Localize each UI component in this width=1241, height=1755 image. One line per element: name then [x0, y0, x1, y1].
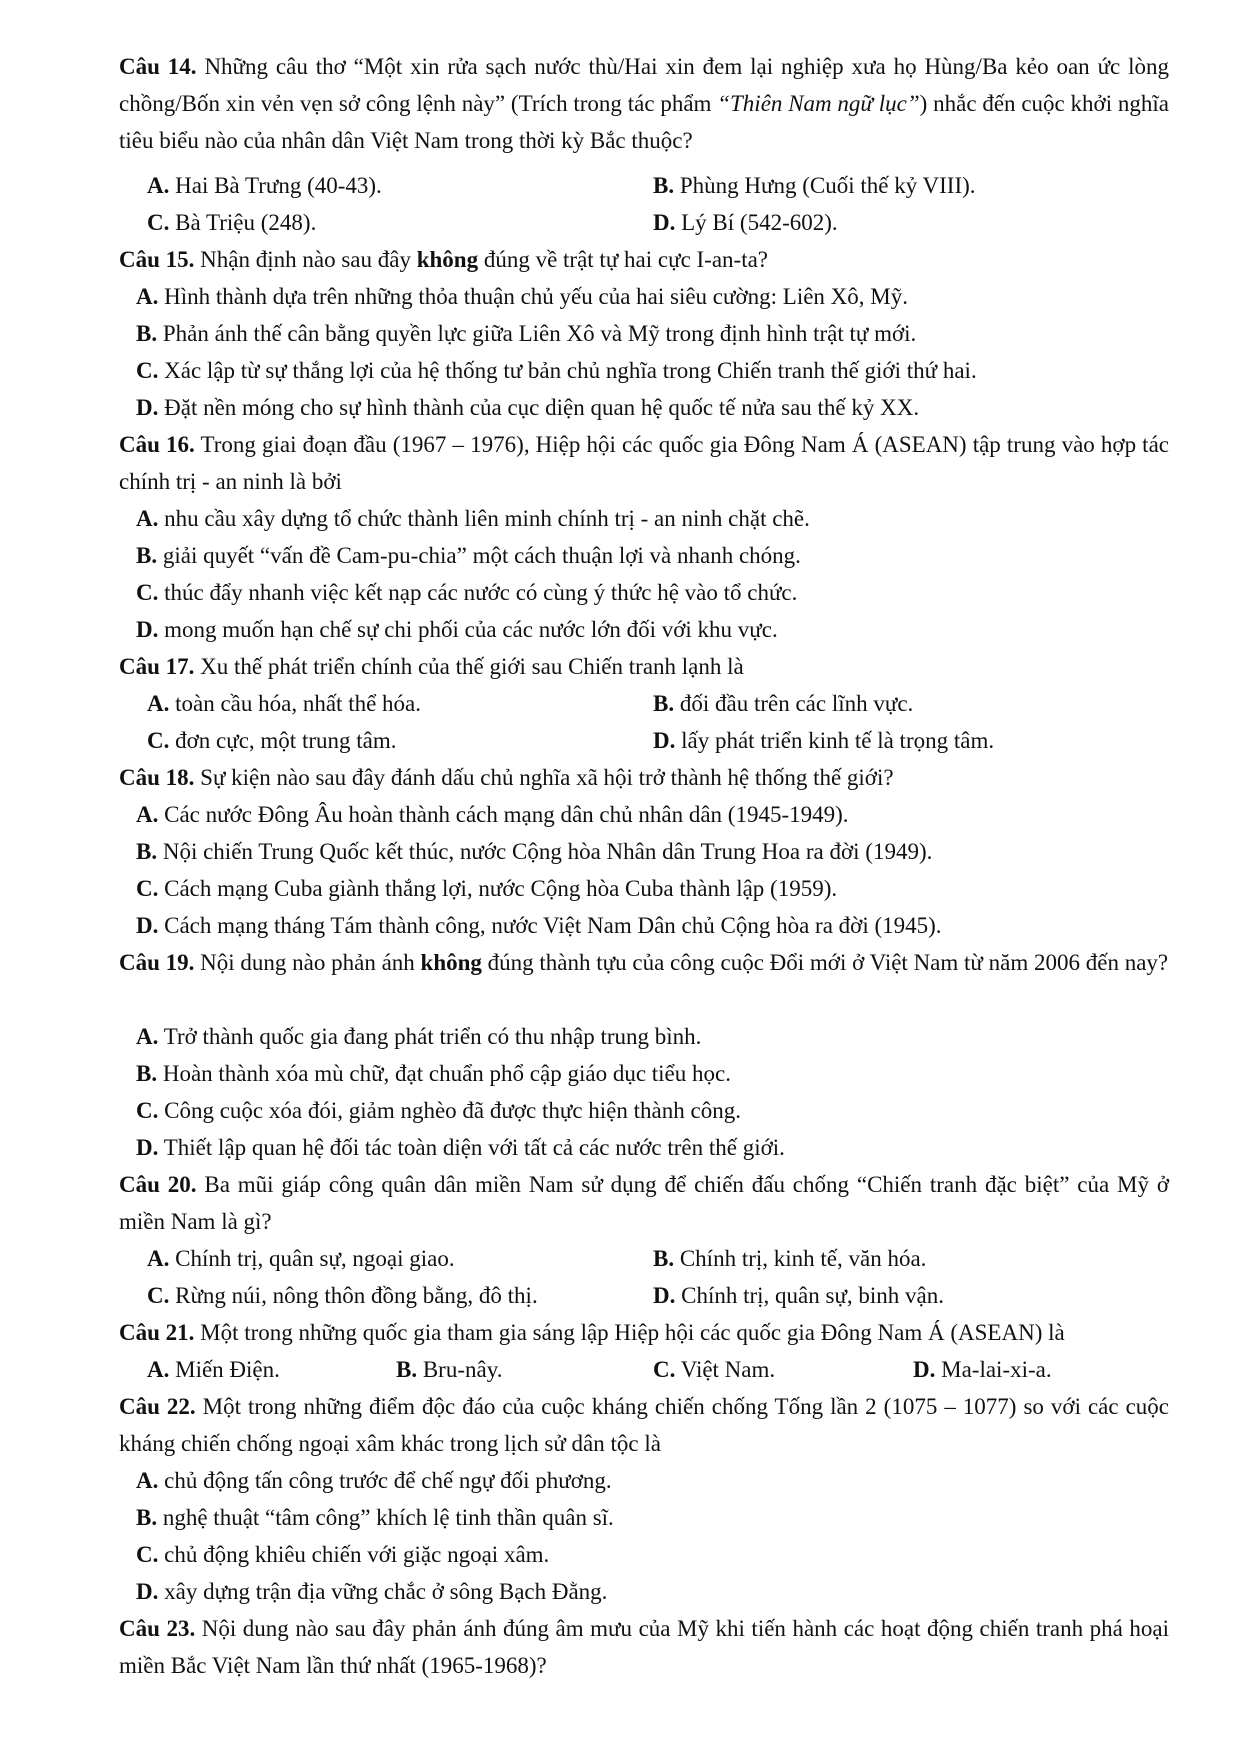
question-label: Câu 17.: [119, 654, 195, 679]
question-label: Câu 22.: [119, 1394, 196, 1419]
question-18-option-c: C. Cách mạng Cuba giành thắng lợi, nước Cộng hòa Cuba thành lập (1959).: [136, 876, 838, 901]
question-14-option-d: D. Lý Bí (542-602).: [653, 210, 838, 235]
question-22-option-c: C. chủ động khiêu chiến với giặc ngoại xâm.: [136, 1542, 550, 1567]
question-15-option-a: A. Hình thành dựa trên những thỏa thuận chủ yếu của hai siêu cường: Liên Xô, Mỹ.: [136, 284, 908, 309]
question-21-option-d: D. Ma-lai-xi-a.: [913, 1357, 1052, 1382]
question-20-option-c: C. Rừng núi, nông thôn đồng bằng, đô thị.: [147, 1283, 538, 1308]
question-23-stem: Câu 23. Nội dung nào sau đây phản ánh đúng âm mưu của Mỹ khi tiến hành các hoạt động chiến tranh phá hoại miền Bắc Việt Nam lần thứ nhất (1965-1968)?: [119, 1616, 1170, 1678]
question-19-option-c: C. Công cuộc xóa đói, giảm nghèo đã được thực hiện thành công.: [136, 1098, 741, 1123]
question-18-option-d: D. Cách mạng tháng Tám thành công, nước Việt Nam Dân chủ Cộng hòa ra đời (1945).: [136, 913, 942, 938]
question-18-stem: Câu 18. Sự kiện nào sau đây đánh dấu chủ nghĩa xã hội trở thành hệ thống thế giới?: [119, 765, 894, 790]
question-21-option-c: C. Việt Nam.: [653, 1357, 776, 1382]
question-15-option-c: C. Xác lập từ sự thắng lợi của hệ thống tư bản chủ nghĩa trong Chiến tranh thế giới thứ hai.: [136, 358, 977, 383]
question-label: Câu 16.: [119, 432, 195, 457]
question-21-option-a: A. Miến Điện.: [147, 1357, 280, 1382]
question-16-option-d: D. mong muốn hạn chế sự chi phối của các nước lớn đối với khu vực.: [136, 617, 778, 642]
question-18-option-b: B. Nội chiến Trung Quốc kết thúc, nước Cộng hòa Nhân dân Trung Hoa ra đời (1949).: [136, 839, 933, 864]
question-22-option-b: B. nghệ thuật “tâm công” khích lệ tinh thần quân sĩ.: [136, 1505, 614, 1530]
question-22-option-d: D. xây dựng trận địa vững chắc ở sông Bạch Đằng.: [136, 1579, 608, 1604]
question-17-option-d: D. lấy phát triển kinh tế là trọng tâm.: [653, 728, 995, 753]
work-title: “Thiên Nam ngữ lục”: [717, 91, 920, 116]
question-label: Câu 19.: [119, 950, 195, 975]
question-21-option-b: B. Bru-nây.: [396, 1357, 503, 1382]
question-17-option-b: B. đối đầu trên các lĩnh vực.: [653, 691, 914, 716]
question-22-stem: Câu 22. Một trong những điểm độc đáo của cuộc kháng chiến chống Tống lần 2 (1075 – 1077) so với các cuộc kháng chiến chống ngoại xâm khác trong lịch sử dân tộc là: [119, 1394, 1170, 1456]
question-19-option-b: B. Hoàn thành xóa mù chữ, đạt chuẩn phổ cập giáo dục tiểu học.: [136, 1061, 731, 1086]
question-16-option-c: C. thúc đẩy nhanh việc kết nạp các nước có cùng ý thức hệ vào tổ chức.: [136, 580, 798, 605]
question-20-option-b: B. Chính trị, kinh tế, văn hóa.: [653, 1246, 927, 1271]
question-20-option-d: D. Chính trị, quân sự, binh vận.: [653, 1283, 945, 1308]
question-21-stem: Câu 21. Một trong những quốc gia tham gia sáng lập Hiệp hội các quốc gia Đông Nam Á (ASEAN) là: [119, 1320, 1065, 1345]
question-14-stem: Câu 14. Những câu thơ “Một xin rửa sạch nước thù/Hai xin đem lại nghiệp xưa họ Hùng/Ba kẻo oan ức lòng chồng/Bốn xin vẻn vẹn sở công lệnh này” (Trích trong tác phẩm “Thiên Nam ngữ lục”) nhắc đến cuộc khởi nghĩa tiêu biểu nào của nhân dân Việt Nam trong thời kỳ Bắc thuộc?: [119, 54, 1170, 153]
question-15-stem: Câu 15. Nhận định nào sau đây không đúng về trật tự hai cực I-an-ta?: [119, 247, 769, 272]
question-19-stem: Câu 19. Nội dung nào phản ánh không đúng thành tựu của công cuộc Đổi mới ở Việt Nam từ năm 2006 đến nay?: [119, 950, 1169, 975]
question-label: Câu 21.: [119, 1320, 195, 1345]
question-20-option-a: A. Chính trị, quân sự, ngoại giao.: [147, 1246, 455, 1271]
question-19-option-d: D. Thiết lập quan hệ đối tác toàn diện với tất cả các nước trên thế giới.: [136, 1135, 785, 1160]
question-15-option-b: B. Phản ánh thế cân bằng quyền lực giữa Liên Xô và Mỹ trong định hình trật tự mới.: [136, 321, 917, 346]
question-label: Câu 15.: [119, 247, 195, 272]
question-label: Câu 20.: [119, 1172, 197, 1197]
question-14-option-b: B. Phùng Hưng (Cuối thế kỷ VIII).: [653, 173, 976, 198]
question-15-option-d: D. Đặt nền móng cho sự hình thành của cục diện quan hệ quốc tế nửa sau thế kỷ XX.: [136, 395, 920, 420]
question-14-option-c: C. Bà Triệu (248).: [147, 210, 317, 235]
question-16-option-a: A. nhu cầu xây dựng tổ chức thành liên minh chính trị - an ninh chặt chẽ.: [136, 506, 810, 531]
question-22-option-a: A. chủ động tấn công trước để chế ngự đối phương.: [136, 1468, 612, 1493]
question-18-option-a: A. Các nước Đông Âu hoàn thành cách mạng dân chủ nhân dân (1945-1949).: [136, 802, 849, 827]
question-19-option-a: A. Trở thành quốc gia đang phát triển có thu nhập trung bình.: [136, 1024, 702, 1049]
question-17-stem: Câu 17. Xu thế phát triển chính của thế giới sau Chiến tranh lạnh là: [119, 654, 744, 679]
question-16-stem: Câu 16. Trong giai đoạn đầu (1967 – 1976), Hiệp hội các quốc gia Đông Nam Á (ASEAN) tập trung vào hợp tác chính trị - an ninh là bởi: [119, 432, 1169, 494]
question-17-option-a: A. toàn cầu hóa, nhất thể hóa.: [147, 691, 422, 716]
question-label: Câu 14.: [119, 54, 197, 79]
question-label: Câu 23.: [119, 1616, 196, 1641]
question-label: Câu 18.: [119, 765, 195, 790]
question-16-option-b: B. giải quyết “vấn đề Cam-pu-chia” một cách thuận lợi và nhanh chóng.: [136, 543, 801, 568]
question-14-option-a: A. Hai Bà Trưng (40-43).: [147, 173, 382, 198]
question-20-stem: Câu 20. Ba mũi giáp công quân dân miền Nam sử dụng để chiến đấu chống “Chiến tranh đặc biệt” của Mỹ ở miền Nam là gì?: [119, 1172, 1170, 1234]
question-17-option-c: C. đơn cực, một trung tâm.: [147, 728, 397, 753]
